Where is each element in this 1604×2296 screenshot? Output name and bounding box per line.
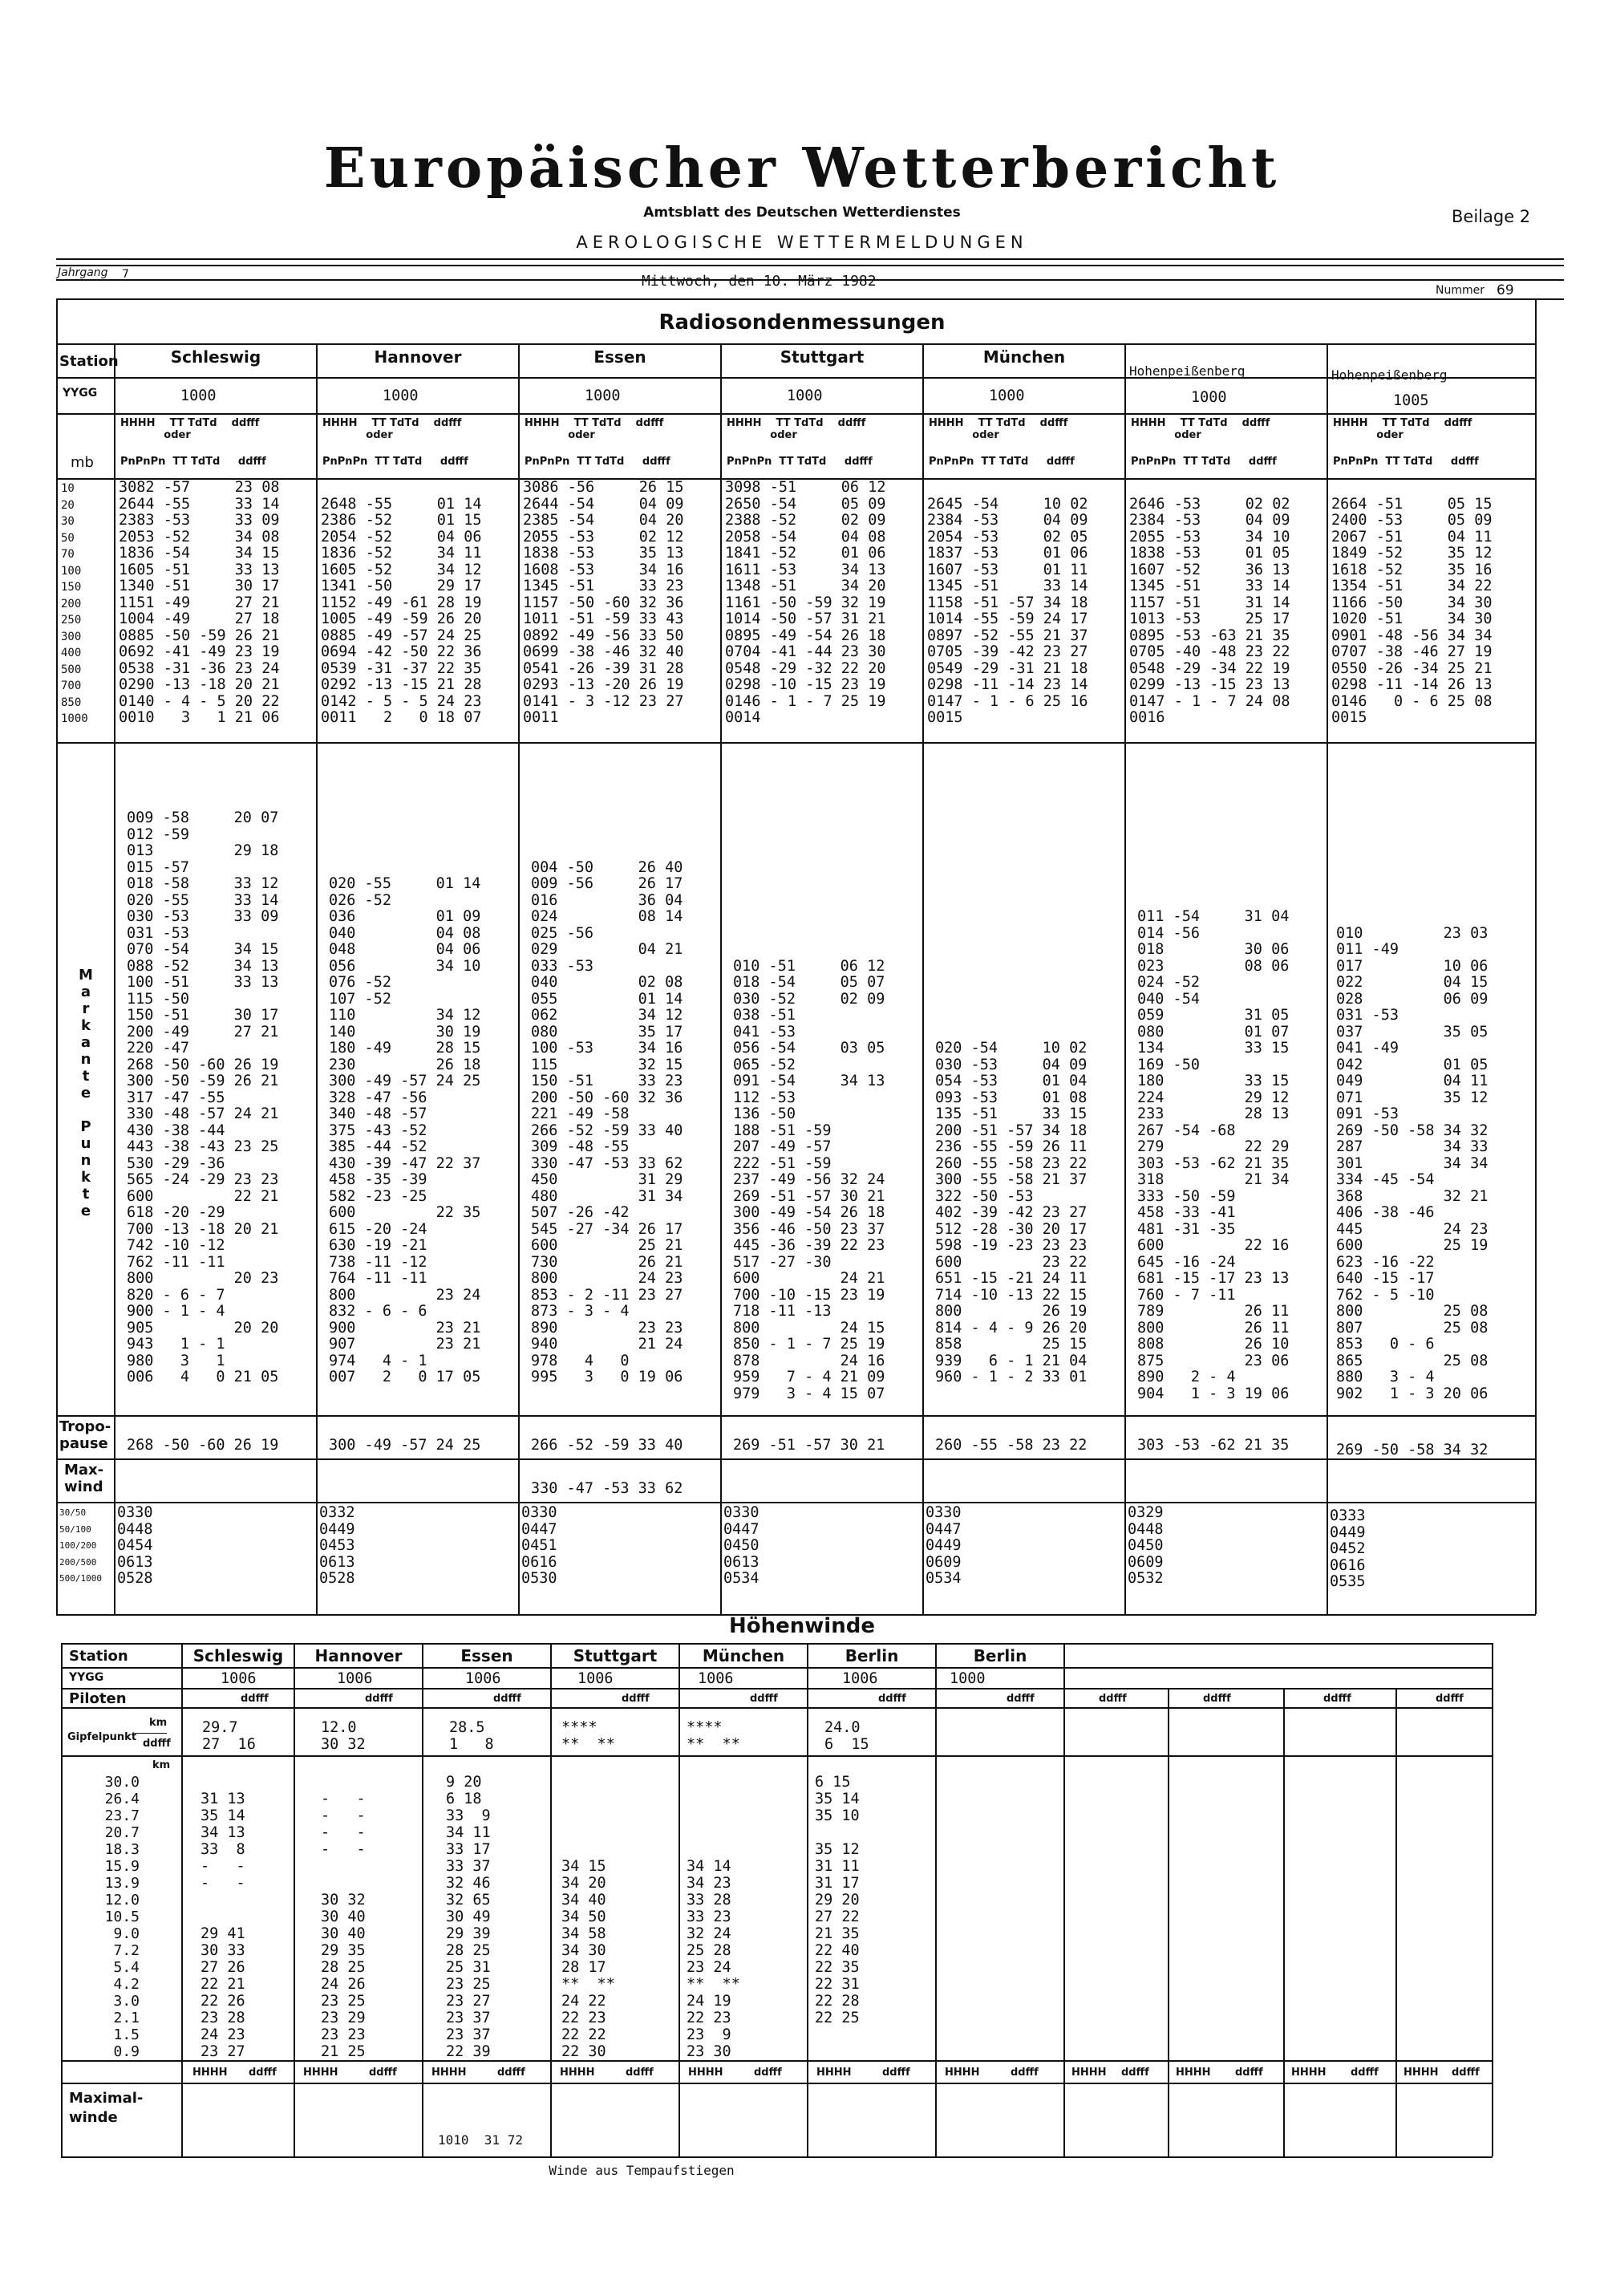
hw-hhhh-2: HHHH — [303, 2067, 338, 2079]
volume-label: Jahrgang — [58, 266, 108, 279]
col-head-5b: PnPnPn TT TdTd ddfff — [929, 456, 1075, 468]
hw-station-name-4: Stuttgart — [573, 1646, 658, 1665]
hw-gipfel-6: 24.0 6 15 — [824, 1719, 869, 1753]
hw-gipfel-5: **** ** ** — [687, 1719, 740, 1753]
col-head-1b: PnPnPn TT TdTd ddfff — [120, 456, 266, 468]
hoehenwinde-title: Höhenwinde — [729, 1614, 875, 1638]
shear-3: 0330 0447 0451 0616 0530 — [521, 1504, 557, 1587]
tropopause-2: 300 -49 -57 24 25 — [329, 1437, 481, 1454]
col-head-4a: HHHH TT TdTd ddfff oder — [727, 417, 866, 441]
hw-station-name-5: München — [702, 1646, 785, 1665]
markante-punkte-label: M a r k a n t e P u n k t e — [79, 967, 93, 1219]
shear-4: 0330 0447 0450 0613 0534 — [723, 1504, 759, 1587]
hw-maxdd-4: ddfff — [626, 2067, 654, 2079]
hw-maxdd-8: ddfff — [1121, 2067, 1149, 2079]
page-subtitle: Amtsblatt des Deutschen Wetterdienstes — [643, 205, 961, 221]
sig-points-4: 010 -51 06 12 018 -54 05 07 030 -52 02 09 038 -51 041 -53 056 -54 03 05 065 -52 091 -54 34 13 112 -53 136 -50 188 -51 -59 207 -49 -57 222 -51 -59 237 -49 -56 32 24 269 -51 -57 30 21 300 -49 -54 26 18 356 -46 -50 23 37 445 -36 -39 22 23 517 -27 -30 600 24 21 700 -10 -15 23 19 718 -11 -13 800 24 15 850 - 1 - 7 25 19 878 24 16 959 7 - 4 21 09 979 3 - 4 15 07 — [733, 957, 885, 1402]
std-levels-2: 2648 -55 01 14 2386 -52 01 15 2054 -52 04 06 1836 -52 34 11 1605 -52 34 12 1341 -50 29 17 1152 -49 -61 28 19 1005 -49 -59 26 20 0885 -49 -57 24 25 0694 -42 -50 22 36 0539 -31 -37 22 35 0292 -13 -15 21 28 0142 - 5 - 5 24 23 0011 2 0 18 07 — [321, 495, 482, 726]
station-yygg-4: 1000 — [787, 387, 823, 404]
station-name-7: Hohenpeißenberg — [1331, 367, 1448, 383]
hw-ddfff-10: ddfff — [1323, 1693, 1351, 1705]
hw-gipfel-label: Gipfelpunkt — [67, 1731, 137, 1743]
station-yygg-5: 1000 — [989, 387, 1025, 404]
hw-maxdd-3: ddfff — [497, 2067, 525, 2079]
yygg-label: YYGG — [63, 387, 98, 400]
hw-maxdd-2: ddfff — [369, 2067, 397, 2079]
mb-label: mb — [71, 454, 94, 471]
hw-ddfff-7: ddfff — [1007, 1693, 1035, 1705]
tropopause-1: 268 -50 -60 26 19 — [127, 1437, 279, 1454]
hw-hhhh-1: HHHH — [192, 2067, 228, 2079]
col-head-2a: HHHH TT TdTd ddfff oder — [322, 417, 462, 441]
sig-points-7: 010 23 03 011 -49 017 10 06 022 04 15 028 06 09 031 -53 037 35 05 041 -49 042 01 05 049 04 11 071 35 12 091 -53 269 -50 -58 34 32 287 34 33 301 34 34 334 -45 -54 368 32 21 406 -38 -46 445 24 23 600 25 19 623 -16 -22 640 -15 -17 762 - 5 -10 800 25 08 807 25 08 853 0 - 6 865 25 08 880 3 - 4 902 1 - 3 20 06 — [1336, 924, 1489, 1402]
station-yygg-1: 1000 — [180, 387, 217, 404]
shear-7: 0333 0449 0452 0616 0535 — [1330, 1507, 1366, 1590]
section-heading: AEROLOGISCHE WETTERMELDUNGEN — [576, 233, 1028, 252]
hw-hhhh-11: HHHH — [1404, 2067, 1439, 2079]
tropopause-6: 303 -53 -62 21 35 — [1137, 1437, 1290, 1454]
hw-winds-3: 9 20 6 18 33 9 34 11 33 17 33 37 32 46 32 65 30 49 29 39 28 25 25 31 23 25 23 27 23 37 23 37 22 39 — [446, 1774, 491, 2060]
std-levels-7: 2664 -51 05 15 2400 -53 05 09 2067 -51 04 11 1849 -52 35 12 1618 -52 35 16 1354 -51 34 22 1166 -50 34 30 1020 -51 34 30 0901 -48 -56 34 34 0707 -38 -46 27 19 0550 -26 -34 25 21 0298 -11 -14 26 13 0146 0 - 6 25 08 0015 — [1331, 495, 1493, 726]
hw-winds-4: 34 15 34 20 34 40 34 50 34 58 34 30 28 17 ** ** 24 22 22 23 22 22 22 30 — [561, 1858, 615, 2060]
maxwind-label: Max- wind — [64, 1462, 104, 1495]
sig-points-5: 020 -54 10 02 030 -53 04 09 054 -53 01 04 093 -53 01 08 135 -51 33 15 200 -51 -57 34 18 236 -55 -59 26 11 260 -55 -58 23 22 300 -55 -58 21 37 322 -50 -53 402 -39 -42 23 27 512 -28 -30 20 17 598 -19 -23 23 23 600 23 22 651 -15 -21 24 11 714 -10 -13 22 15 800 26 19 814 - 4 - 9 26 20 858 25 15 939 6 - 1 21 04 960 - 1 - 2 33 01 — [935, 1040, 1088, 1385]
col-head-1a: HHHH TT TdTd ddfff oder — [120, 417, 260, 441]
hw-km-label: km — [149, 1717, 168, 1729]
volume-number: 7 — [122, 268, 129, 281]
station-name-4: Stuttgart — [780, 347, 865, 367]
station-name-1: Schleswig — [170, 347, 261, 367]
hw-yygg-3: 1006 — [465, 1670, 501, 1687]
hw-yygg-7: 1000 — [950, 1670, 986, 1687]
hw-piloten-label: Piloten — [69, 1690, 127, 1707]
radiosonde-title: Radiosondenmessungen — [658, 310, 946, 335]
hw-height-km-label: km — [152, 1759, 171, 1771]
hw-yygg-5: 1006 — [698, 1670, 734, 1687]
std-levels-4: 3098 -51 06 12 2650 -54 05 09 2388 -52 02 09 2058 -54 04 08 1841 -52 01 06 1611 -53 34 13 1348 -51 34 20 1161 -50 -59 32 19 1014 -50 -57 31 21 0895 -49 -54 26 18 0704 -41 -44 23 30 0548 -29 -32 22 20 0298 -10 -15 23 19 0146 - 1 - 7 25 19 0014 — [725, 479, 886, 726]
sig-points-1: 009 -58 20 07 012 -59 013 29 18 015 -57 018 -58 33 12 020 -55 33 14 030 -53 33 09 031 -53 070 -54 34 15 088 -52 34 13 100 -51 33 13 115 -50 150 -51 30 17 200 -49 27 21 220 -47 268 -50 -60 26 19 300 -50 -59 26 21 317 -47 -55 330 -48 -57 24 21 430 -38 -44 443 -38 -43 23 25 530 -29 -36 565 -24 -29 23 23 600 22 21 618 -20 -29 700 -13 -18 20 21 742 -10 -12 762 -11 -11 800 20 23 820 - 6 - 7 900 - 1 - 4 905 20 20 943 1 - 1 980 3 1 006 4 0 21 05 — [127, 809, 279, 1385]
hw-maxdd-9: ddfff — [1235, 2067, 1263, 2079]
hw-ddfff-2: ddfff — [365, 1693, 393, 1705]
hw-station-name-3: Essen — [460, 1646, 513, 1665]
issue-number: 69 — [1497, 282, 1514, 298]
issue-date: Mittwoch, den 10. März 1982 — [642, 273, 877, 290]
hw-yygg-2: 1006 — [337, 1670, 373, 1687]
col-head-5a: HHHH TT TdTd ddfff oder — [929, 417, 1068, 441]
sig-points-3: 004 -50 26 40 009 -56 26 17 016 36 04 024 08 14 025 -56 029 04 21 033 -53 040 02 08 055 01 14 062 34 12 080 35 17 100 -53 34 16 115 32 15 150 -51 33 23 200 -50 -60 32 36 221 -49 -58 266 -52 -59 33 40 309 -48 -55 330 -47 -53 33 62 450 31 29 480 31 34 507 -26 -42 545 -27 -34 26 17 600 25 21 730 26 21 800 24 23 853 - 2 -11 23 27 873 - 3 - 4 890 23 23 940 21 24 978 4 0 995 3 0 19 06 — [531, 858, 683, 1385]
hw-maxdd-6: ddfff — [882, 2067, 910, 2079]
supplement-label: Beilage 2 — [1452, 207, 1531, 226]
hw-ddfff-6: ddfff — [878, 1693, 906, 1705]
station-yygg-2: 1000 — [383, 387, 419, 404]
col-head-7b: PnPnPn TT TdTd ddfff — [1333, 456, 1479, 468]
hw-gipfel-3: 28.5 1 8 — [449, 1719, 494, 1753]
page-title: Europäischer Wetterbericht — [323, 136, 1281, 201]
hw-maxdd-7: ddfff — [1011, 2067, 1039, 2079]
tropopause-label: Tropo- pause — [59, 1418, 111, 1452]
tropopause-7: 269 -50 -58 34 32 — [1336, 1442, 1489, 1458]
hw-ddfff-label: ddfff — [143, 1738, 171, 1750]
station-name-2: Hannover — [374, 347, 462, 367]
hw-hhhh-4: HHHH — [560, 2067, 595, 2079]
hw-hhhh-6: HHHH — [816, 2067, 852, 2079]
hw-ddfff-8: ddfff — [1099, 1693, 1127, 1705]
hw-hhhh-8: HHHH — [1071, 2067, 1107, 2079]
col-head-7a: HHHH TT TdTd ddfff oder — [1333, 417, 1472, 441]
shear-layer-labels: 30/50 50/100 100/200 200/500 500/1000 — [59, 1507, 102, 1584]
hw-maxdd-1: ddfff — [249, 2067, 277, 2079]
hw-station-label: Station — [69, 1648, 128, 1665]
hw-maxdd-11: ddfff — [1452, 2067, 1480, 2079]
hw-hhhh-10: HHHH — [1291, 2067, 1327, 2079]
hw-ddfff-5: ddfff — [750, 1693, 778, 1705]
hw-yygg-1: 1006 — [221, 1670, 257, 1687]
station-yygg-7: 1005 — [1393, 392, 1429, 409]
hw-hhhh-9: HHHH — [1176, 2067, 1211, 2079]
number-label: Nummer — [1436, 284, 1485, 297]
station-yygg-6: 1000 — [1191, 389, 1227, 406]
tropopause-5: 260 -55 -58 23 22 — [935, 1437, 1088, 1454]
hw-winds-5: 34 14 34 23 33 28 33 23 32 24 25 28 23 24 ** ** 24 19 22 23 23 9 23 30 — [687, 1858, 740, 2060]
hw-hhhh-3: HHHH — [431, 2067, 467, 2079]
hw-winds-6: 6 15 35 14 35 10 35 12 31 11 31 17 29 20 27 22 21 35 22 40 22 35 22 31 22 28 22 25 — [815, 1774, 860, 2026]
std-levels-3: 3086 -56 26 15 2644 -54 04 09 2385 -54 04 20 2055 -53 02 12 1838 -53 35 13 1608 -53 34 16 1345 -51 33 23 1157 -50 -60 32 36 1011 -51 -59 33 43 0892 -49 -56 33 50 0699 -38 -46 32 40 0541 -26 -39 31 28 0293 -13 -20 26 19 0141 - 3 -12 23 27 0011 — [523, 479, 684, 726]
hw-winds-1: 31 13 35 14 34 13 33 8 - - - - 29 41 30 33 27 26 22 21 22 26 23 28 24 23 23 27 — [200, 1791, 245, 2060]
hw-winds-2: - - - - - - - - 30 32 30 40 30 40 29 35 28 25 24 26 23 25 23 29 23 23 21 25 — [321, 1791, 366, 2060]
shear-2: 0332 0449 0453 0613 0528 — [319, 1504, 355, 1587]
std-levels-5: 2645 -54 10 02 2384 -53 04 09 2054 -53 02 05 1837 -53 01 06 1607 -53 01 11 1345 -51 33 14 1158 -51 -57 34 18 1014 -55 -59 24 17 0897 -52 -55 21 37 0705 -39 -42 23 27 0549 -29 -31 21 18 0298 -11 -14 23 14 0147 - 1 - 6 25 16 0015 — [927, 495, 1088, 726]
hw-ddfff-3: ddfff — [493, 1693, 521, 1705]
hw-maxwind-3: 1010 31 72 — [438, 2132, 523, 2148]
tropopause-4: 269 -51 -57 30 21 — [733, 1437, 885, 1454]
col-head-2b: PnPnPn TT TdTd ddfff — [322, 456, 468, 468]
maxwind-3: 330 -47 -53 33 62 — [531, 1480, 683, 1497]
hw-gipfel-2: 12.0 30 32 — [321, 1719, 366, 1753]
shear-5: 0330 0447 0449 0609 0534 — [926, 1504, 962, 1587]
shear-6: 0329 0448 0450 0609 0532 — [1128, 1504, 1164, 1587]
col-head-3b: PnPnPn TT TdTd ddfff — [525, 456, 670, 468]
std-levels-6: 2646 -53 02 02 2384 -53 04 09 2055 -53 34 10 1838 -53 01 05 1607 -52 36 13 1345 -51 33 14 1157 -51 31 14 1013 -53 25 17 0895 -53 -63 21 35 0705 -40 -48 23 22 0548 -29 -34 22 19 0299 -13 -15 23 13 0147 - 1 - 7 24 08 0016 — [1129, 495, 1290, 726]
hw-station-name-1: Schleswig — [192, 1646, 284, 1665]
tropopause-3: 266 -52 -59 33 40 — [531, 1437, 683, 1454]
pressure-levels: 10 20 30 50 70 100 150 200 250 300 400 500 700 850 1000 — [61, 482, 88, 725]
station-name-6: Hohenpeißenberg — [1129, 363, 1246, 379]
shear-1: 0330 0448 0454 0613 0528 — [117, 1504, 153, 1587]
col-head-4b: PnPnPn TT TdTd ddfff — [727, 456, 873, 468]
hw-ddfff-9: ddfff — [1203, 1693, 1231, 1705]
hw-hhhh-7: HHHH — [945, 2067, 980, 2079]
hw-ddfff-11: ddfff — [1436, 1693, 1464, 1705]
hw-gipfel-1: 29.7 27 16 — [202, 1719, 256, 1753]
footer-caption: Winde aus Tempaufstiegen — [549, 2163, 735, 2178]
station-label: Station — [59, 353, 119, 370]
hw-yygg-4: 1006 — [577, 1670, 614, 1687]
hw-station-name-7: Berlin — [973, 1646, 1027, 1665]
hw-hhhh-5: HHHH — [688, 2067, 723, 2079]
hw-maxdd-5: ddfff — [754, 2067, 782, 2079]
sig-points-2: 020 -55 01 14 026 -52 036 01 09 040 04 08 048 04 06 056 34 10 076 -52 107 -52 110 34 12 140 30 19 180 -49 28 15 230 26 18 300 -49 -57 24 25 328 -47 -56 340 -48 -57 375 -43 -52 385 -44 -52 430 -39 -47 22 37 458 -35 -39 582 -23 -25 600 22 35 615 -20 -24 630 -19 -21 738 -11 -12 764 -11 -11 800 23 24 832 - 6 - 6 900 23 21 907 23 21 974 4 - 1 007 2 0 17 05 — [329, 875, 481, 1385]
hw-maxdd-10: ddfff — [1351, 2067, 1379, 2079]
station-name-5: München — [982, 347, 1066, 367]
col-head-3a: HHHH TT TdTd ddfff oder — [525, 417, 664, 441]
col-head-6a: HHHH TT TdTd ddfff oder — [1131, 417, 1270, 441]
hw-ddfff-1: ddfff — [241, 1693, 269, 1705]
hw-heights: 30.0 26.4 23.7 20.7 18.3 15.9 13.9 12.0 10.5 9.0 7.2 5.4 4.2 3.0 2.1 1.5 0.9 — [104, 1774, 140, 2060]
hw-station-name-6: Berlin — [845, 1646, 899, 1665]
sig-points-6: 011 -54 31 04 014 -56 018 30 06 023 08 06 024 -52 040 -54 059 31 05 080 01 07 134 33 15 169 -50 180 33 15 224 29 12 233 28 13 267 -54 -68 279 22 29 303 -53 -62 21 35 318 21 34 333 -50 -59 458 -33 -41 481 -31 -35 600 22 16 645 -16 -24 681 -15 -17 23 13 760 - 7 -11 789 26 11 800 26 11 808 26 10 875 23 06 890 2 - 4 904 1 - 3 19 06 — [1137, 908, 1290, 1402]
hw-ddfff-4: ddfff — [622, 1693, 650, 1705]
hw-gipfel-4: **** ** ** — [561, 1719, 615, 1753]
hw-yygg-6: 1006 — [842, 1670, 878, 1687]
std-levels-1: 3082 -57 23 08 2644 -55 33 14 2383 -53 33 09 2053 -52 34 08 1836 -54 34 15 1605 -51 33 13 1340 -51 30 17 1151 -49 27 21 1004 -49 27 18 0885 -50 -59 26 21 0692 -41 -49 23 19 0538 -31 -36 23 24 0290 -13 -18 20 21 0140 - 4 - 5 20 22 0010 3 1 21 06 — [119, 479, 280, 726]
station-name-3: Essen — [593, 347, 646, 367]
hw-yygg-label: YYGG — [69, 1671, 104, 1684]
col-head-6b: PnPnPn TT TdTd ddfff — [1131, 456, 1277, 468]
hw-station-name-2: Hannover — [314, 1646, 403, 1665]
station-yygg-3: 1000 — [585, 387, 621, 404]
hw-maxwinde-label: Maximal- winde — [69, 2090, 144, 2126]
